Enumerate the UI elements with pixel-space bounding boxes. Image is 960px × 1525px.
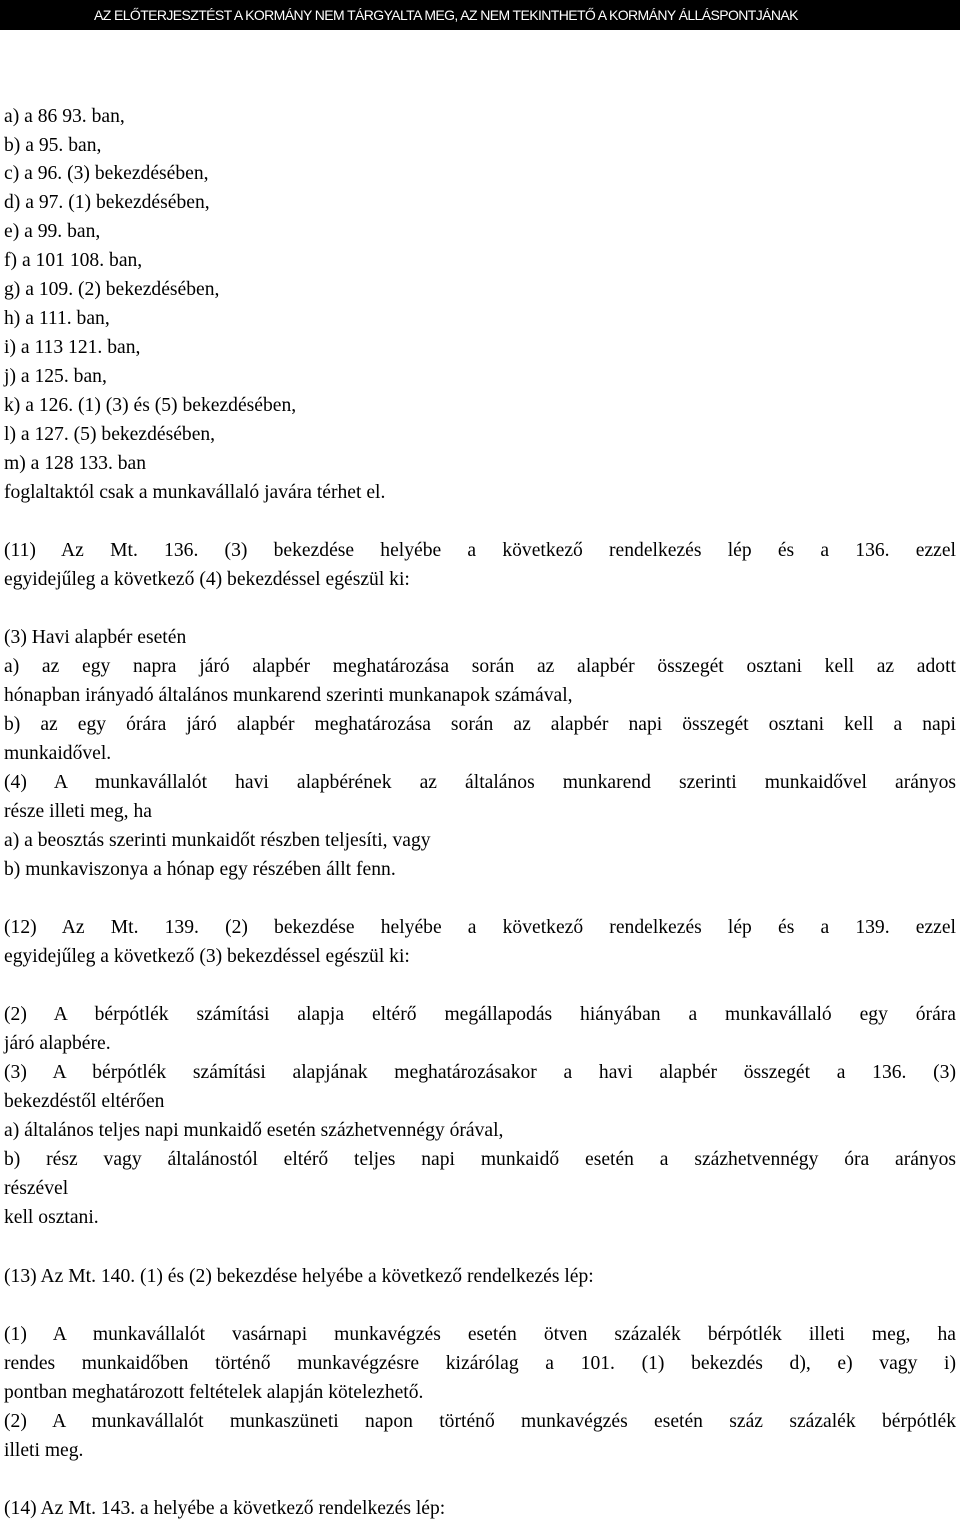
quote-line: (3) A bérpótlék számítási alapjának meghatározásakor a havi alapbér összegét a 136. (3) bbox=[4, 1062, 956, 1083]
list-item: f) a 101 108. ban, bbox=[4, 250, 143, 271]
quote-line: munkaidővel. bbox=[4, 743, 112, 764]
quote-line: b) az egy órára járó alapbér meghatározása során az alapbér napi összegét osztani kell a napi bbox=[4, 714, 956, 735]
list-item: b) a 95. ban, bbox=[4, 135, 102, 156]
quote-line: a) a beosztás szerinti munkaidőt részben teljesíti, vagy bbox=[4, 830, 431, 851]
list-item: m) a 128 133. ban bbox=[4, 453, 147, 474]
list-item: l) a 127. (5) bekezdésében, bbox=[4, 424, 216, 445]
list-item: g) a 109. (2) bekezdésében, bbox=[4, 279, 220, 300]
section-11-heading-cont: egyidejűleg a következő (4) bekezdéssel egészül ki: bbox=[4, 569, 410, 590]
header-title: AZ ELŐTERJESZTÉST A KORMÁNY NEM TÁRGYALTA MEG, AZ NEM TEKINTHETŐ A KORMÁNY ÁLLÁSPONTJÁNAK bbox=[94, 7, 798, 23]
section-14-heading: (14) Az Mt. 143. a helyébe a következő rendelkezés lép: bbox=[4, 1498, 446, 1519]
quote-line: a) az egy napra járó alapbér meghatározása során az alapbér összegét osztani kell az adott bbox=[4, 656, 956, 677]
section-13-heading: (13) Az Mt. 140. (1) és (2) bekezdése helyébe a következő rendelkezés lép: bbox=[4, 1266, 594, 1287]
quote-line: b) rész vagy általánostól eltérő teljes napi munkaidő esetén a százhetvennégy óra arányos bbox=[4, 1149, 956, 1170]
quote-line: (2) A bérpótlék számítási alapja eltérő megállapodás hiányában a munkavállaló egy órára bbox=[4, 1004, 956, 1025]
quote-line: (4) A munkavállalót havi alapbérének az általános munkarend szerinti munkaidővel arányos bbox=[4, 772, 956, 793]
quote-line: hónapban irányadó általános munkarend szerinti munkanapok számával, bbox=[4, 685, 573, 706]
list-item: d) a 97. (1) bekezdésében, bbox=[4, 192, 210, 213]
quote-line: pontban meghatározott feltételek alapján kötelezhető. bbox=[4, 1382, 424, 1403]
list-item: c) a 96. (3) bekezdésében, bbox=[4, 163, 209, 184]
section-12-heading: (12) Az Mt. 139. (2) bekezdése helyébe a következő rendelkezés lép és a 139. ezzel bbox=[4, 917, 956, 938]
quote-line: részével bbox=[4, 1178, 69, 1199]
quote-line: része illeti meg, ha bbox=[4, 801, 152, 822]
list-item: e) a 99. ban, bbox=[4, 221, 101, 242]
quote-line: illeti meg. bbox=[4, 1440, 84, 1461]
list-item: j) a 125. ban, bbox=[4, 366, 107, 387]
quote-line: a) általános teljes napi munkaidő esetén százhetvennégy órával, bbox=[4, 1120, 504, 1141]
quote-line: járó alapbére. bbox=[4, 1033, 111, 1054]
list-closing: foglaltaktól csak a munkavállaló javára térhet el. bbox=[4, 482, 386, 503]
list-item: h) a 111. ban, bbox=[4, 308, 110, 329]
list-item: a) a 86 93. ban, bbox=[4, 106, 125, 127]
section-11-heading: (11) Az Mt. 136. (3) bekezdése helyébe a következő rendelkezés lép és a 136. ezzel bbox=[4, 540, 956, 561]
quote-line: kell osztani. bbox=[4, 1207, 99, 1228]
quote-line: (3) Havi alapbér esetén bbox=[4, 627, 187, 648]
quote-line: rendes munkaidőben történő munkavégzésre kizárólag a 101. (1) bekezdés d), e) vagy i) bbox=[4, 1353, 956, 1374]
quote-line: b) munkaviszonya a hónap egy részében állt fenn. bbox=[4, 859, 396, 880]
list-item: k) a 126. (1) (3) és (5) bekezdésében, bbox=[4, 395, 297, 416]
document-header bbox=[0, 0, 960, 30]
section-12-heading-cont: egyidejűleg a következő (3) bekezdéssel egészül ki: bbox=[4, 946, 410, 967]
list-item: i) a 113 121. ban, bbox=[4, 337, 141, 358]
quote-line: (1) A munkavállalót vasárnapi munkavégzés esetén ötven százalék bérpótlék illeti meg, ha bbox=[4, 1324, 956, 1345]
quote-line: (2) A munkavállalót munkaszüneti napon történő munkavégzés esetén száz százalék bérpótlék bbox=[4, 1411, 956, 1432]
quote-line: bekezdéstől eltérően bbox=[4, 1091, 165, 1112]
